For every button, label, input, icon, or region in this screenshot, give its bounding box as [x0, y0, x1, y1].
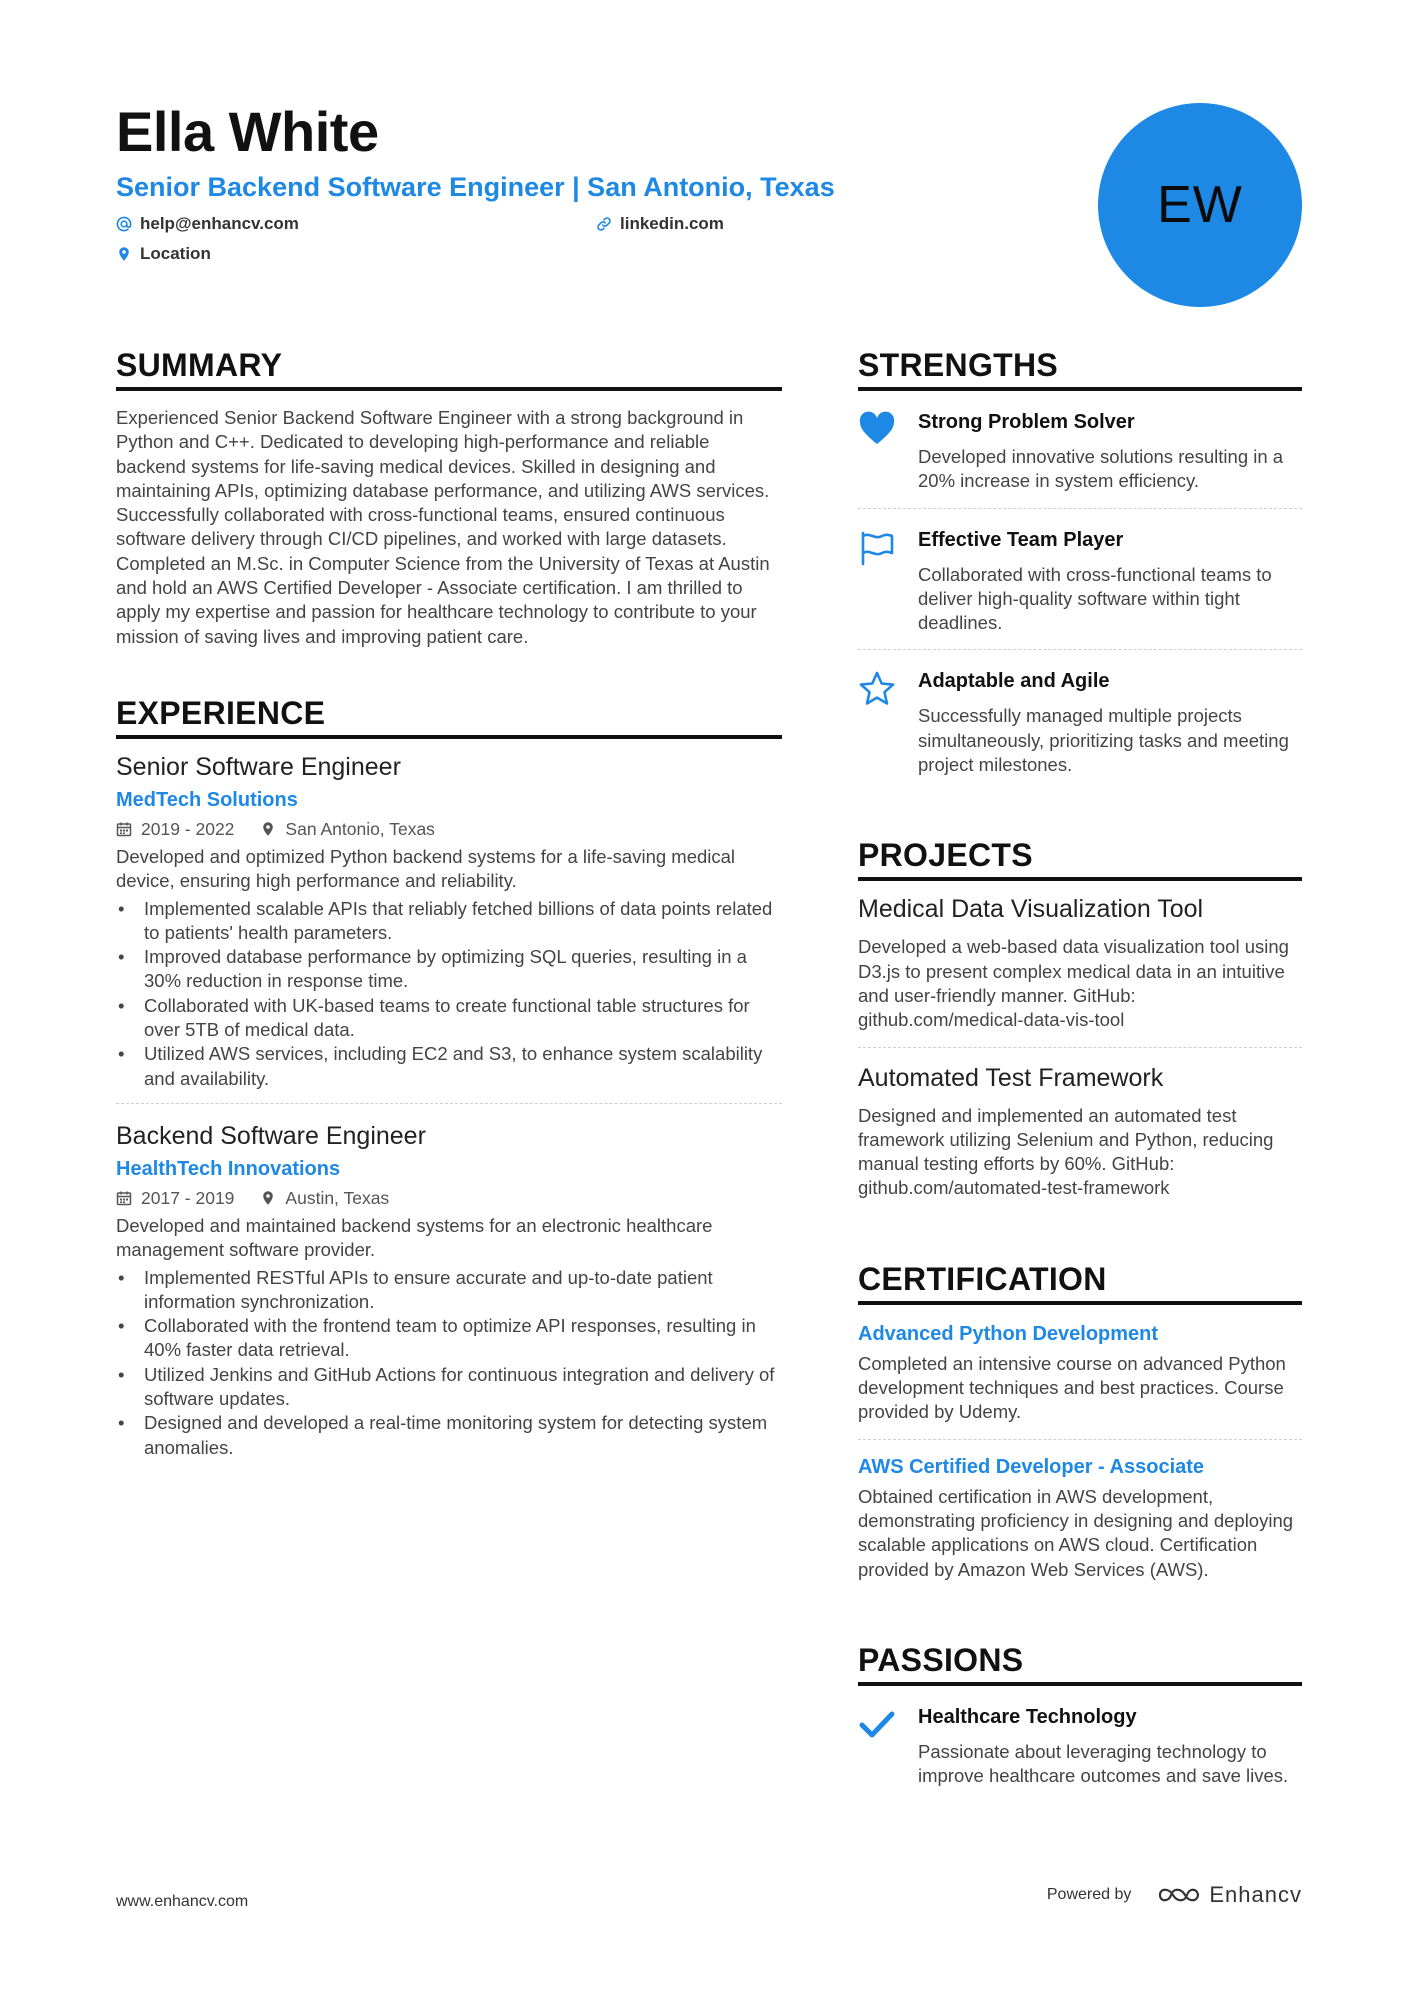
location-pin-icon	[260, 1190, 276, 1206]
contact-location	[116, 242, 596, 266]
brand-name: Enhancv	[1209, 1882, 1302, 1907]
job-bullets	[116, 897, 782, 1091]
job-location: Austin, Texas	[285, 1187, 390, 1208]
passions-heading: PASSIONS	[858, 1640, 1302, 1686]
job-meta	[116, 817, 782, 841]
project-title: Medical Data Visualization Tool	[858, 895, 1204, 924]
list-item: • Collaborated with the frontend team to optimize API responses, resulting in 40% faster data retrieval.	[116, 1314, 782, 1363]
candidate-name: Ella White	[116, 100, 379, 163]
job-meta	[116, 1186, 782, 1210]
calendar-icon	[116, 821, 132, 837]
calendar-icon	[116, 1190, 132, 1206]
avatar	[1098, 103, 1302, 307]
projects-heading: PROJECTS	[858, 835, 1302, 881]
strengths-section	[858, 345, 1302, 791]
certification-text: Completed an intensive course on advanced Python development techniques and best practices. Course provided by Udemy.	[858, 1352, 1286, 1423]
certification-item	[858, 1439, 1302, 1596]
right-column	[858, 345, 1302, 1846]
job-title: Backend Software Engineer	[116, 1121, 426, 1150]
certification-heading: CERTIFICATION	[858, 1259, 1302, 1305]
job-entry	[116, 1103, 782, 1460]
job-dates: 2019 - 2022	[141, 818, 235, 839]
certification-title: AWS Certified Developer - Associate	[858, 1455, 1205, 1478]
project-title: Automated Test Framework	[858, 1063, 1164, 1092]
company-name: MedTech Solutions	[116, 788, 298, 811]
link-icon	[596, 216, 612, 232]
summary-section	[116, 345, 782, 649]
footer-website[interactable]: www.enhancv.com	[116, 1893, 249, 1910]
strength-text: Collaborated with cross-functional teams to deliver high-quality software within tight deadlines.	[918, 563, 1272, 634]
strength-title: Effective Team Player	[918, 528, 1124, 551]
at-sign-icon	[116, 216, 132, 232]
list-item: • Utilized Jenkins and GitHub Actions for continuous integration and delivery of software updates.	[116, 1363, 782, 1412]
list-item: • Designed and developed a real-time monitoring system for detecting system anomalies.	[116, 1411, 782, 1460]
footer-branding	[1047, 1882, 1302, 1908]
job-title: Senior Software Engineer	[116, 752, 401, 781]
passion-item	[858, 1686, 1302, 1803]
location-pin-icon	[260, 821, 276, 837]
strength-text: Developed innovative solutions resulting in a 20% increase in system efficiency.	[918, 446, 1284, 492]
strength-title: Adaptable and Agile	[918, 670, 1110, 693]
list-item: • Improved database performance by optimizing SQL queries, resulting in a 30% reduction in response time.	[116, 945, 782, 994]
enhancv-logo-icon	[1157, 1883, 1201, 1907]
certification-item	[858, 1305, 1302, 1439]
contact-email-text: help@enhancv.com	[140, 214, 299, 233]
certification-title: Advanced Python Development	[858, 1322, 1159, 1345]
list-item: • Collaborated with UK-based teams to create functional table structures for over 5TB of medical data.	[116, 994, 782, 1043]
project-text: Designed and implemented an automated test framework utilizing Selenium and Python, reducing manual testing efforts by 60%. GitHub: github.com/automated-test-framework	[858, 1104, 1274, 1199]
checkmark-icon	[858, 1706, 896, 1744]
list-item: • Implemented scalable APIs that reliably fetched billions of data points related to patients' health parameters.	[116, 897, 782, 946]
job-description: Developed and optimized Python backend systems for a life-saving medical device, ensuring high performance and reliability.	[116, 845, 736, 892]
passion-text: Passionate about leveraging technology to improve healthcare outcomes and save lives.	[918, 1740, 1289, 1787]
passion-title: Healthcare Technology	[918, 1705, 1137, 1728]
star-icon	[858, 670, 896, 708]
experience-heading: EXPERIENCE	[116, 693, 782, 739]
passions-section	[858, 1640, 1302, 1803]
strength-item	[858, 508, 1302, 650]
strength-item	[858, 649, 1302, 791]
powered-by-label: Powered by	[1046, 1886, 1132, 1903]
contact-linkedin[interactable]	[596, 212, 1076, 236]
contact-linkedin-text: linkedin.com	[620, 214, 724, 233]
location-pin-icon	[116, 246, 132, 262]
flag-icon	[858, 529, 896, 567]
certification-section	[858, 1259, 1302, 1596]
job-description: Developed and maintained backend systems for an electronic healthcare management software provider.	[116, 1214, 713, 1261]
job-entry	[116, 739, 782, 1091]
experience-section	[116, 693, 782, 1460]
project-item	[858, 1047, 1302, 1215]
heart-icon	[858, 411, 896, 449]
strengths-heading: STRENGTHS	[858, 345, 1302, 391]
summary-text: Experienced Senior Backend Software Engineer with a strong background in Python and C++. Dedicated to developing high-performance and reliable backend systems for life-saving medical devices. Skilled in designing and maintaining APIs, optimizing database performance, and utilizing AWS services. Successfully collaborated with cross-functional teams, ensured continuous software delivery through CI/CD pipelines, and worked with large datasets. Completed an M.Sc. in Computer Science from the University of Texas at Austin and hold an AWS Certified Developer - Associate certification. I am thrilled to apply my expertise and passion for healthcare technology to contribute to your mission of saving lives and improving patient care.	[116, 407, 770, 647]
company-name: HealthTech Innovations	[116, 1157, 341, 1180]
certification-text: Obtained certification in AWS development, demonstrating proficiency in designing and deploying scalable applications on AWS cloud. Certification provided by Amazon Web Services (AWS).	[858, 1485, 1294, 1580]
brand-logo[interactable]	[1157, 1882, 1302, 1908]
job-location: San Antonio, Texas	[285, 818, 435, 839]
project-item	[858, 881, 1302, 1046]
summary-heading: SUMMARY	[116, 345, 782, 391]
list-item: • Implemented RESTful APIs to ensure accurate and up-to-date patient information synchronization.	[116, 1266, 782, 1315]
job-dates: 2017 - 2019	[141, 1187, 235, 1208]
project-text: Developed a web-based data visualization tool using D3.js to present complex medical data in an intuitive and user-friendly manner. GitHub: github.com/medical-data-vis-tool	[858, 936, 1289, 1031]
avatar-initials: EW	[1157, 176, 1243, 234]
strength-title: Strong Problem Solver	[918, 411, 1135, 433]
job-bullets	[116, 1266, 782, 1460]
strength-item	[858, 391, 1302, 508]
left-column	[116, 345, 782, 1504]
contact-location-text: Location	[140, 244, 211, 263]
strength-text: Successfully managed multiple projects simultaneously, prioritizing tasks and meeting project milestones.	[918, 705, 1289, 776]
candidate-subtitle: Senior Backend Software Engineer | San Antonio, Texas	[116, 172, 835, 202]
projects-section	[858, 835, 1302, 1214]
resume-header	[116, 100, 1076, 266]
list-item: • Utilized AWS services, including EC2 and S3, to enhance system scalability and availability.	[116, 1042, 782, 1091]
contact-list	[116, 212, 1076, 266]
contact-email[interactable]	[116, 212, 596, 236]
